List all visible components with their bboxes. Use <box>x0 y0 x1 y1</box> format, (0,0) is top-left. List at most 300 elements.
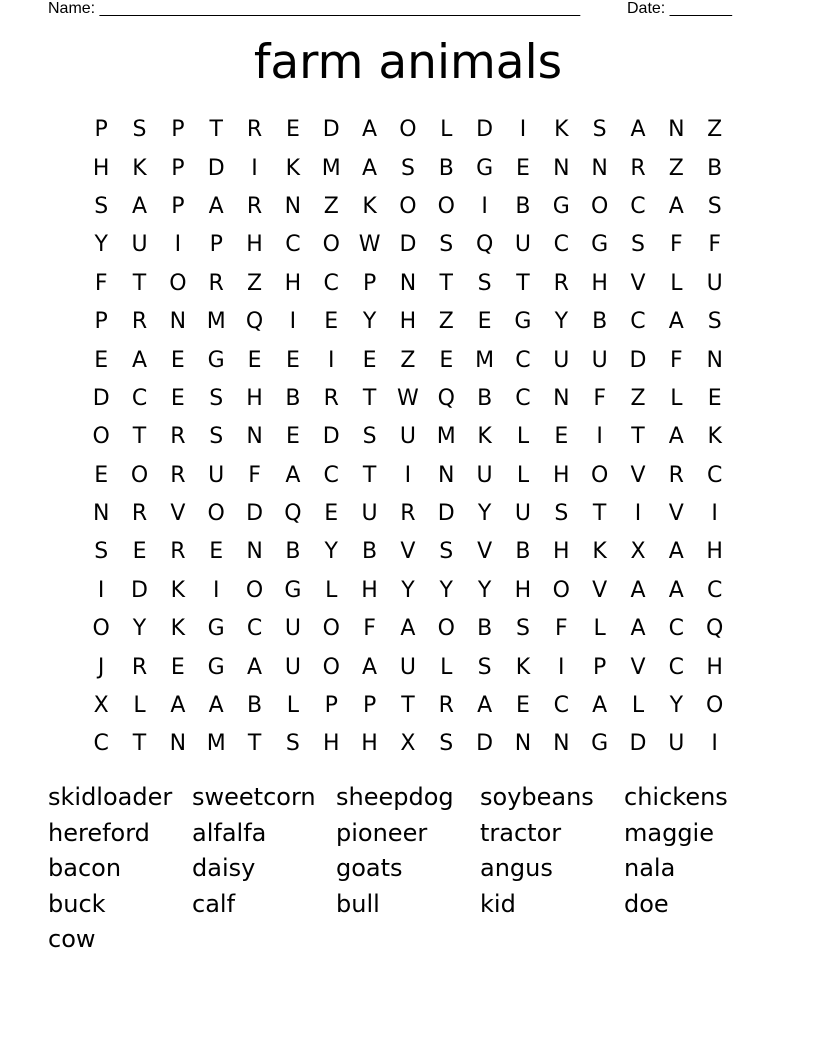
grid-letter: D <box>207 155 225 181</box>
grid-letter: E <box>94 347 109 373</box>
grid-letter: B <box>438 155 454 181</box>
grid-letter: F <box>593 385 606 411</box>
grid-letter: U <box>591 347 608 373</box>
grid-letter: P <box>209 232 223 258</box>
grid-letter: A <box>630 616 646 642</box>
grid-letter: K <box>554 117 569 143</box>
grid-letter: Y <box>554 309 569 335</box>
grid-letter: O <box>399 193 417 219</box>
grid-letter: R <box>400 501 416 527</box>
grid-letter: B <box>362 539 378 565</box>
grid-letter: O <box>706 693 724 719</box>
grid-letter: F <box>363 616 376 642</box>
grid-letter: E <box>707 385 722 411</box>
word-bank <box>48 780 768 958</box>
grid-letter: G <box>476 155 494 181</box>
word-bank-item: goats <box>336 854 403 882</box>
grid-letter: S <box>631 232 645 258</box>
grid-letter: L <box>440 117 453 143</box>
grid-letter: E <box>439 347 454 373</box>
word-bank-item: hereford <box>48 818 150 847</box>
grid-letter: O <box>169 270 187 296</box>
grid-letter: O <box>552 577 570 603</box>
grid-letter: A <box>362 654 378 680</box>
grid-row <box>82 495 734 533</box>
grid-letter: R <box>170 462 186 488</box>
grid-row <box>82 380 734 418</box>
grid-letter: E <box>285 117 300 143</box>
word-bank-item: doe <box>624 889 669 918</box>
word-bank-item: bull <box>336 889 380 918</box>
grid-letter: R <box>208 270 224 296</box>
grid-letter: K <box>132 155 147 181</box>
grid-letter: I <box>251 155 258 181</box>
grid-letter: D <box>322 117 340 143</box>
grid-letter: V <box>630 270 646 296</box>
grid-letter: N <box>553 731 570 757</box>
grid-letter: K <box>477 424 492 450</box>
grid-letter: Z <box>438 309 454 335</box>
grid-letter: R <box>246 117 263 143</box>
grid-letter: V <box>668 501 684 527</box>
grid-letter: T <box>362 385 377 411</box>
grid-letter: E <box>324 501 339 527</box>
grid-letter: T <box>516 270 530 296</box>
grid-letter: Y <box>669 693 684 719</box>
grid-letter: S <box>94 193 109 219</box>
word-bank-item: maggie <box>624 818 714 847</box>
grid-letter: I <box>404 462 412 488</box>
grid-letter: H <box>553 539 570 565</box>
grid-letter: S <box>285 731 300 757</box>
grid-row <box>82 648 734 686</box>
grid-letter: I <box>97 577 105 603</box>
grid-letter: O <box>322 654 340 680</box>
grid-letter: G <box>207 654 225 680</box>
grid-letter: C <box>630 309 646 335</box>
word-bank-item: pioneer <box>336 818 428 847</box>
grid-letter: P <box>171 117 185 143</box>
grid-letter: M <box>206 309 226 335</box>
grid-letter: H <box>284 270 302 296</box>
grid-letter: U <box>553 347 570 373</box>
grid-letter: U <box>399 424 416 450</box>
grid-letter: I <box>558 654 565 680</box>
grid-letter: C <box>131 385 148 411</box>
grid-letter: N <box>706 347 723 373</box>
grid-letter: D <box>131 577 148 603</box>
grid-letter: I <box>327 347 335 373</box>
grid-letter: R <box>131 654 148 680</box>
grid-letter: A <box>668 424 684 450</box>
grid-letter: U <box>208 462 225 488</box>
grid-letter: O <box>437 193 455 219</box>
grid-letter: E <box>516 693 530 719</box>
grid-row <box>82 725 734 763</box>
grid-letter: Q <box>245 309 264 335</box>
grid-letter: V <box>170 501 186 527</box>
word-bank-item: kid <box>480 889 516 918</box>
grid-letter: Z <box>668 155 684 181</box>
grid-letter: Y <box>132 616 147 642</box>
grid-letter: Y <box>94 232 108 258</box>
grid-letter: R <box>553 270 569 296</box>
grid-letter: R <box>323 385 339 411</box>
grid-letter: I <box>289 309 297 335</box>
word-bank-row <box>48 780 768 816</box>
grid-letter: H <box>399 309 417 335</box>
grid-letter: T <box>439 270 453 296</box>
grid-letter: P <box>324 693 338 719</box>
grid-letter: C <box>630 193 646 219</box>
grid-letter: A <box>285 462 301 488</box>
grid-letter: P <box>171 155 185 181</box>
grid-row <box>82 111 734 149</box>
word-bank-row <box>48 922 768 958</box>
grid-letter: N <box>169 731 187 757</box>
word-bank-item: chickens <box>624 783 728 811</box>
grid-letter: S <box>439 539 454 565</box>
grid-letter: I <box>634 501 642 527</box>
name-field-label: Name: ______________________________________________________ <box>48 0 581 17</box>
grid-letter: Y <box>477 501 492 527</box>
grid-letter: Q <box>706 616 724 642</box>
grid-letter: B <box>247 693 263 719</box>
grid-letter: T <box>401 693 415 719</box>
grid-letter: N <box>246 539 263 565</box>
grid-letter: E <box>362 347 377 373</box>
grid-letter: G <box>552 193 570 219</box>
grid-letter: E <box>94 462 109 488</box>
grid-letter: N <box>246 424 263 450</box>
word-bank-item: alfalfa <box>192 818 267 847</box>
grid-letter: X <box>630 539 646 565</box>
grid-letter: R <box>246 193 263 219</box>
grid-letter: S <box>592 117 607 143</box>
grid-letter: T <box>132 731 147 757</box>
grid-letter: K <box>707 424 722 450</box>
grid-letter: F <box>94 270 108 296</box>
grid-letter: L <box>670 270 683 296</box>
word-bank-item: angus <box>480 854 553 882</box>
grid-letter: Y <box>477 577 492 603</box>
grid-letter: X <box>400 731 416 757</box>
grid-letter: L <box>133 693 146 719</box>
grid-letter: M <box>321 155 341 181</box>
grid-letter: T <box>247 731 262 757</box>
grid-letter: A <box>477 693 493 719</box>
grid-letter: S <box>477 654 492 680</box>
grid-letter: S <box>439 731 454 757</box>
grid-letter: B <box>515 193 531 219</box>
grid-letter: A <box>131 347 148 373</box>
grid-letter: B <box>707 155 723 181</box>
grid-letter: S <box>707 309 722 335</box>
grid-letter: H <box>706 654 723 680</box>
grid-letter: U <box>476 462 493 488</box>
grid-letter: D <box>322 424 340 450</box>
grid-letter: Z <box>707 117 723 143</box>
grid-letter: U <box>131 232 148 258</box>
grid-letter: Y <box>401 577 415 603</box>
grid-letter: Z <box>323 193 339 219</box>
grid-letter: C <box>515 347 531 373</box>
grid-letter: T <box>631 424 645 450</box>
grid-letter: Z <box>400 347 416 373</box>
grid-letter: J <box>97 654 105 680</box>
grid-letter: T <box>362 462 377 488</box>
grid-letter: F <box>670 347 683 373</box>
grid-letter: I <box>711 731 718 757</box>
grid-letter: N <box>438 462 455 488</box>
grid-letter: E <box>285 424 300 450</box>
grid-letter: A <box>362 117 378 143</box>
grid-letter: C <box>668 616 685 642</box>
grid-letter: A <box>170 693 186 719</box>
grid-letter: T <box>209 117 223 143</box>
grid-letter: Q <box>284 501 302 527</box>
grid-letter: R <box>438 693 454 719</box>
grid-letter: W <box>397 385 419 411</box>
grid-letter: M <box>436 424 456 450</box>
grid-letter: O <box>130 462 149 488</box>
grid-letter: S <box>94 539 109 565</box>
word-bank-item: soybeans <box>480 783 594 811</box>
grid-letter: E <box>516 155 530 181</box>
grid-letter: L <box>325 577 338 603</box>
grid-letter: U <box>668 731 685 757</box>
grid-letter: Q <box>437 385 455 411</box>
grid-row <box>82 457 734 495</box>
word-bank-item: bacon <box>48 854 122 882</box>
grid-letter: A <box>630 577 646 603</box>
grid-letter: D <box>92 385 110 411</box>
grid-letter: V <box>477 539 493 565</box>
word-bank-row <box>48 816 768 852</box>
grid-letter: N <box>169 309 187 335</box>
grid-letter: Z <box>247 270 263 296</box>
grid-letter: L <box>593 616 606 642</box>
grid-letter: G <box>514 309 532 335</box>
grid-letter: A <box>668 193 684 219</box>
grid-letter: U <box>706 270 723 296</box>
grid-letter: H <box>361 577 378 603</box>
grid-letter: T <box>132 424 147 450</box>
grid-letter: D <box>399 232 417 258</box>
grid-letter: S <box>554 501 569 527</box>
word-bank-row <box>48 851 768 887</box>
grid-row <box>82 341 734 379</box>
grid-letter: O <box>590 462 609 488</box>
grid-letter: E <box>554 424 569 450</box>
grid-letter: B <box>285 539 301 565</box>
grid-row <box>82 303 734 341</box>
grid-letter: E <box>170 385 185 411</box>
grid-letter: R <box>131 309 148 335</box>
grid-letter: A <box>247 654 263 680</box>
grid-letter: M <box>206 731 226 757</box>
grid-letter: L <box>516 462 530 488</box>
grid-letter: B <box>515 539 531 565</box>
grid-letter: R <box>630 155 646 181</box>
grid-letter: N <box>668 117 685 143</box>
grid-letter: C <box>553 232 569 258</box>
grid-letter: L <box>670 385 683 411</box>
grid-letter: H <box>553 462 570 488</box>
grid-letter: I <box>174 232 182 258</box>
grid-letter: S <box>209 424 224 450</box>
grid-letter: D <box>437 501 455 527</box>
grid-letter: N <box>553 385 570 411</box>
grid-letter: H <box>514 577 532 603</box>
grid-letter: H <box>92 155 110 181</box>
grid-letter: C <box>246 616 263 642</box>
grid-letter: R <box>170 539 186 565</box>
grid-letter: G <box>284 577 302 603</box>
grid-letter: B <box>592 309 608 335</box>
grid-letter: O <box>92 424 110 450</box>
grid-letter: A <box>208 193 224 219</box>
grid-letter: Y <box>439 577 453 603</box>
grid-letter: K <box>362 193 377 219</box>
grid-letter: C <box>553 693 569 719</box>
grid-letter: F <box>670 232 683 258</box>
grid-letter: O <box>245 577 264 603</box>
grid-letter: B <box>477 616 493 642</box>
grid-letter: K <box>170 577 186 603</box>
grid-letter: E <box>247 347 262 373</box>
grid-letter: Y <box>324 539 338 565</box>
grid-letter: B <box>477 385 493 411</box>
grid-letter: P <box>94 117 108 143</box>
grid-letter: Z <box>630 385 646 411</box>
grid-letter: A <box>668 539 684 565</box>
grid-letter: O <box>322 232 340 258</box>
grid-letter: V <box>630 462 646 488</box>
grid-letter: A <box>592 693 608 719</box>
word-bank-item: cow <box>48 925 96 953</box>
grid-letter: Y <box>362 309 377 335</box>
grid-letter: N <box>399 270 417 296</box>
grid-letter: O <box>399 117 417 143</box>
grid-letter: A <box>668 309 684 335</box>
grid-letter: G <box>591 731 609 757</box>
grid-letter: K <box>592 539 607 565</box>
grid-letter: L <box>516 424 530 450</box>
grid-letter: K <box>285 155 301 181</box>
grid-letter: S <box>400 155 415 181</box>
grid-letter: P <box>593 654 607 680</box>
grid-letter: P <box>362 270 377 296</box>
grid-letter: N <box>553 155 570 181</box>
grid-row <box>82 572 734 610</box>
grid-letter: R <box>668 462 684 488</box>
grid-row <box>82 533 734 571</box>
grid-letter: C <box>706 577 723 603</box>
grid-letter: S <box>477 270 492 296</box>
grid-letter: S <box>209 385 224 411</box>
grid-letter: V <box>592 577 608 603</box>
grid-letter: Q <box>475 232 494 258</box>
grid-letter: T <box>592 501 607 527</box>
word-bank-item: skidloader <box>48 783 173 811</box>
grid-letter: P <box>171 193 185 219</box>
grid-letter: V <box>400 539 416 565</box>
grid-letter: G <box>591 232 609 258</box>
grid-letter: S <box>515 616 530 642</box>
grid-letter: H <box>361 731 378 757</box>
grid-letter: F <box>554 616 568 642</box>
grid-letter: F <box>248 462 261 488</box>
grid-letter: P <box>362 693 377 719</box>
grid-letter: O <box>437 616 455 642</box>
grid-letter: H <box>322 731 340 757</box>
grid-letter: A <box>362 155 378 181</box>
grid-letter: C <box>285 232 301 258</box>
grid-letter: U <box>284 616 301 642</box>
grid-letter: U <box>514 501 531 527</box>
grid-letter: S <box>362 424 377 450</box>
grid-letter: E <box>132 539 147 565</box>
grid-letter: N <box>284 193 302 219</box>
word-bank-item: sheepdog <box>336 783 454 811</box>
grid-letter: N <box>591 155 608 181</box>
grid-letter: E <box>477 309 492 335</box>
grid-letter: C <box>515 385 531 411</box>
grid-letter: E <box>285 347 300 373</box>
grid-letter: T <box>132 270 147 296</box>
grid-letter: P <box>94 309 108 335</box>
word-bank-item: calf <box>192 889 236 918</box>
grid-row <box>82 188 734 226</box>
grid-letter: R <box>170 424 186 450</box>
grid-letter: L <box>631 693 645 719</box>
word-bank-item: sweetcorn <box>192 783 316 811</box>
grid-letter: D <box>246 501 264 527</box>
grid-letter: A <box>208 693 224 719</box>
grid-letter: V <box>630 654 646 680</box>
grid-letter: I <box>212 577 220 603</box>
grid-row <box>82 149 734 187</box>
grid-row <box>82 610 734 648</box>
grid-letter: C <box>93 731 109 757</box>
puzzle-title: farm animals <box>253 35 563 90</box>
grid-letter: A <box>630 117 646 143</box>
grid-letter: O <box>590 193 609 219</box>
grid-letter: F <box>708 232 721 258</box>
grid-letter: A <box>668 577 684 603</box>
grid-letter: H <box>706 539 723 565</box>
grid-letter: I <box>596 424 603 450</box>
grid-letter: D <box>629 347 647 373</box>
grid-letter: O <box>92 616 110 642</box>
grid-letter: N <box>514 731 532 757</box>
word-bank-item: buck <box>48 889 106 918</box>
grid-letter: O <box>207 501 225 527</box>
grid-letter: E <box>324 309 339 335</box>
grid-row <box>82 226 734 264</box>
grid-letter: I <box>519 117 527 143</box>
grid-letter: S <box>707 193 722 219</box>
grid-letter: B <box>285 385 301 411</box>
grid-row <box>82 418 734 456</box>
grid-letter: E <box>209 539 224 565</box>
grid-letter: A <box>131 193 148 219</box>
grid-letter: H <box>591 270 608 296</box>
grid-letter: D <box>629 731 647 757</box>
grid-letter: A <box>400 616 416 642</box>
grid-letter: S <box>439 232 454 258</box>
